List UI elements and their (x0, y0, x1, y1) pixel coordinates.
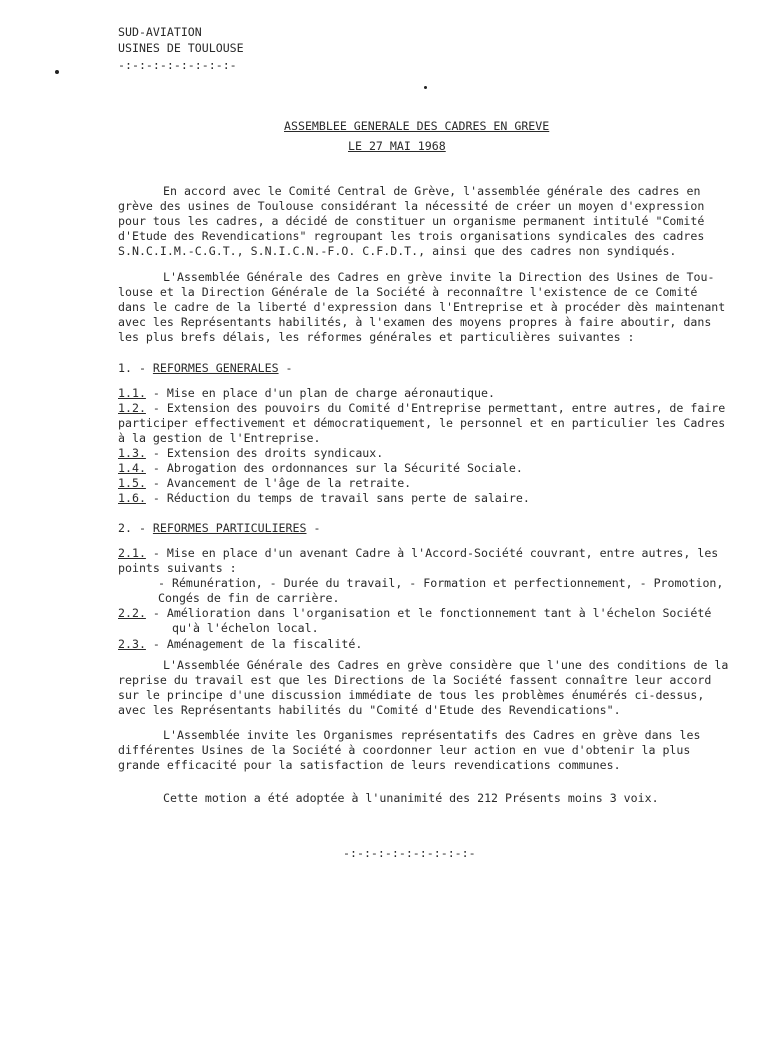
section-2-heading: 2. - REFORMES PARTICULIERES - (118, 521, 321, 535)
speck-mark (55, 70, 59, 74)
motion-result: Cette motion a été adoptée à l'unanimité des 212 Présents moins 3 voix. (163, 791, 659, 805)
header-rule: -:-:-:-:-:-:-:-:- (118, 58, 237, 72)
item-text: - Mise en place d'un avenant Cadre à l'Accord-Société couvrant, entre autres, les (152, 546, 719, 560)
list-item (118, 386, 495, 401)
intro-line: pour tous les cadres, a décidé de constituer un organisme permanent intitulé "Comité (118, 214, 705, 228)
item-number: 2.1. (118, 546, 146, 560)
list-item (118, 461, 523, 476)
list-item (118, 401, 725, 416)
closing-line: L'Assemblée Générale des Cadres en grève considère que l'une des conditions de la (163, 658, 729, 672)
closing-line: sur le principe d'une discussion immédiate de tous les problèmes énumérés ci-dessus, (118, 688, 705, 702)
item-continuation: Congés de fin de carrière. (158, 591, 340, 605)
item-number: 1.3. (118, 446, 146, 460)
item-number: 1.2. (118, 401, 146, 415)
speck-mark (424, 86, 427, 89)
section-1-number: 1. (118, 361, 132, 375)
invite-line: louse et la Direction Générale de la Société à reconnaître l'existence de ce Comité (118, 285, 698, 299)
header-org: SUD-AVIATION (118, 25, 202, 39)
item-continuation: qu'à l'échelon local. (172, 621, 319, 635)
intro-line: En accord avec le Comité Central de Grève, l'assemblée générale des cadres en (163, 184, 701, 198)
item-text: - Avancement de l'âge de la retraite. (152, 476, 412, 490)
item-text: - Abrogation des ordonnances sur la Sécurité Sociale. (152, 461, 523, 475)
item-number: 1.5. (118, 476, 146, 490)
section-1-heading: 1. - REFORMES GENERALES - (118, 361, 293, 375)
invite-line: dans le cadre de la liberté d'expression dans l'Entreprise et à procéder dès maintenant (118, 300, 726, 314)
intro-line: grève des usines de Toulouse considérant la nécessité de créer un moyen d'expression (118, 199, 705, 213)
closing-line: L'Assemblée invite les Organismes représentatifs des Cadres en grève dans les (163, 728, 701, 742)
item-text: - Mise en place d'un plan de charge aéronautique. (152, 386, 495, 400)
footer-rule: -:-:-:-:-:-:-:-:-:- (343, 846, 476, 860)
item-text: - Amélioration dans l'organisation et le fonctionnement tant à l'échelon Société (152, 606, 712, 620)
item-subpoints: - Rémunération, - Durée du travail, - Formation et perfectionnement, - Promotion, (158, 576, 724, 590)
section-1-title: REFORMES GENERALES (152, 361, 279, 375)
item-continuation: participer effectivement et démocratiquement, le personnel et en particulier les Cadres (118, 416, 726, 430)
closing-line: différentes Usines de la Société à coordonner leur action en vue d'obtenir la plus (118, 743, 691, 757)
list-item (118, 446, 383, 461)
list-item (118, 606, 711, 621)
item-number: 1.6. (118, 491, 146, 505)
closing-line: reprise du travail est que les Directions de la Société fassent connaître leur accord (118, 673, 712, 687)
item-continuation: points suivants : (118, 561, 237, 575)
list-item (118, 546, 718, 561)
item-text: - Extension des pouvoirs du Comité d'Entreprise permettant, entre autres, de faire (152, 401, 726, 415)
list-item (118, 491, 530, 506)
list-item (118, 476, 411, 491)
section-2-number: 2. (118, 521, 132, 535)
intro-line: S.N.C.I.M.-C.G.T., S.N.I.C.N.-F.O. C.F.D.T., ainsi que des cadres non syndiqués. (118, 244, 677, 258)
section-2-title: REFORMES PARTICULIERES (152, 521, 307, 535)
item-number: 1.1. (118, 386, 146, 400)
document-title: ASSEMBLEE GENERALE DES CADRES EN GREVE (284, 119, 550, 133)
closing-line: avec les Représentants habilités du "Comité d'Etude des Revendications". (118, 703, 621, 717)
item-text: - Extension des droits syndicaux. (152, 446, 384, 460)
item-text: - Aménagement de la fiscalité. (152, 637, 363, 651)
closing-line: grande efficacité pour la satisfaction de leurs revendications communes. (118, 758, 621, 772)
item-text: - Réduction du temps de travail sans perte de salaire. (152, 491, 530, 505)
invite-line: les plus brefs délais, les réformes générales et particulières suivantes : (118, 330, 635, 344)
header-site: USINES DE TOULOUSE (118, 41, 244, 55)
item-number: 2.2. (118, 606, 146, 620)
document-date: LE 27 MAI 1968 (348, 139, 446, 153)
item-number: 1.4. (118, 461, 146, 475)
item-continuation: à la gestion de l'Entreprise. (118, 431, 321, 445)
list-item (118, 637, 362, 652)
invite-line: avec les Représentants habilités, à l'examen des moyens propres à faire aboutir, dans (118, 315, 712, 329)
item-number: 2.3. (118, 637, 146, 651)
invite-line: L'Assemblée Générale des Cadres en grève invite la Direction des Usines de Tou- (163, 270, 715, 284)
intro-line: d'Etude des Revendications" regroupant les trois organisations syndicales des cadres (118, 229, 705, 243)
